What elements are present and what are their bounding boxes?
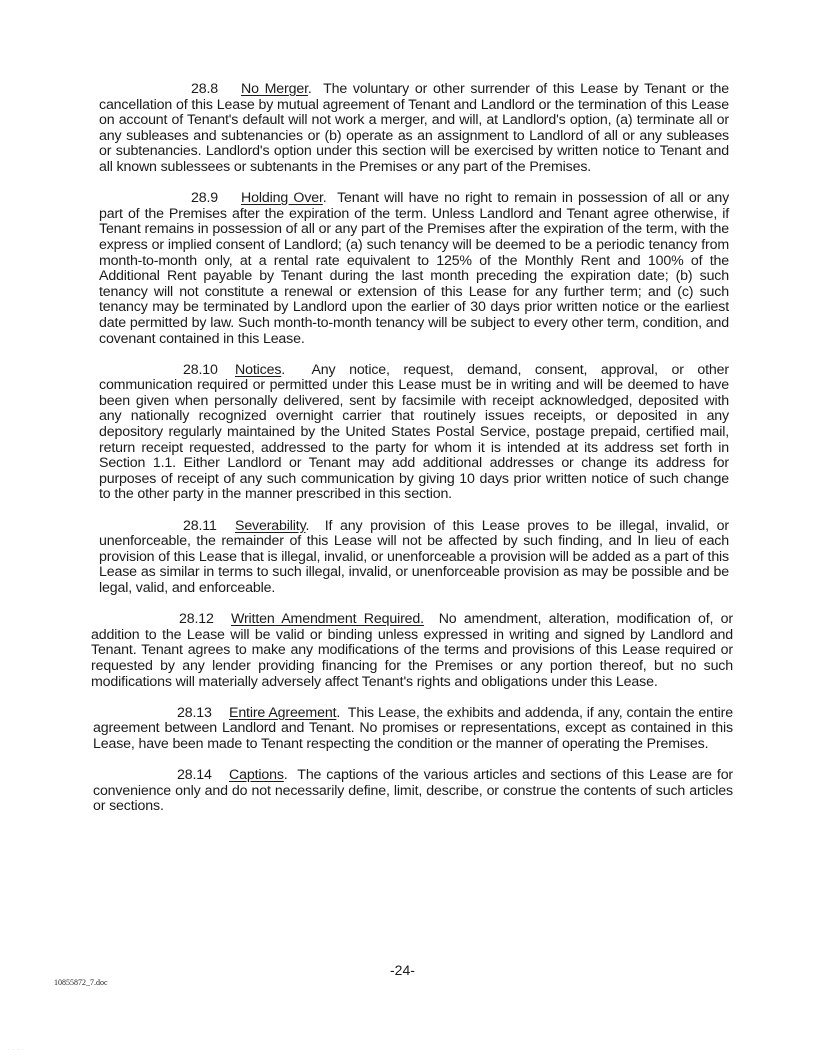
document-id: 10855872_7.doc [54, 978, 108, 987]
section-28-12 [91, 612, 733, 690]
section-28-10 [99, 363, 729, 503]
section-number: 28.8 [191, 81, 219, 97]
section-text: No amendment, alteration, modification of, or addition to the Lease will be valid or binding unless expressed in writing and signed by Landlord and Tenant. Tenant agrees to make any modifications of the terms and provisions of this Lease required or requested by any lender providing financing for the Premises or any portion thereof, but no such modifications will materially adversely affect Tenant's rights and obligations under this Lease. [91, 611, 733, 690]
section-caption: No Merger [241, 81, 308, 97]
section-caption: Holding Over [241, 190, 323, 207]
caption-punctuation: . [283, 767, 288, 784]
caption-punctuation: . [305, 517, 310, 534]
scan-artifact: .... [8, 1046, 27, 1052]
section-text: The captions of the various articles and sections of this Lease are for convenience only and do not necessarily define, limit, describe, or construe the contents of such articles or sections. [93, 767, 734, 815]
section-text: This Lease, the exhibits and addenda, if any, contain the entire agreement between Landlord and Tenant. No promises or representations, except as contained in this Lease, have been made to Tenant respecting the condition or the manner of operating the Premises. [93, 704, 733, 752]
section-text: Any notice, request, demand, consent, approval, or other communication required or permitted under this Lease must be in writing and will be deemed to have been given when personally delivered, sent by facsimile with receipt acknowledged, deposited with any nationally recognized overnight carrier that routinely issues receipts, or deposited in any depository regularly maintained by the United States Postal Service, postage prepaid, certified mail, return receipt requested, addressed to the party for whom it is intended at its address set forth in Section 1.1. Either Landlord or Tenant may add additional addresses or change its address for purposes of receipt of any such communication by giving 10 days prior written notice of such change to the other party in the manner prescribed in this section. [99, 361, 729, 503]
section-number: 28.11 [183, 517, 217, 534]
section-28-13 [93, 706, 733, 753]
section-number: 28.10 [183, 361, 218, 378]
page-number: -24- [390, 962, 415, 978]
caption-punctuation: . [281, 361, 286, 378]
section-28-8 [99, 82, 729, 176]
section-caption: Written Amendment Required. [231, 611, 424, 628]
section-text: If any provision of this Lease proves to be illegal, invalid, or unenforceable, the remainder of this Lease will not be affected by such finding, and In lieu of each provision of this Lease that is illegal, invalid, or unenforceable a provision will be added as a part of this Lease as similar in terms to such illegal, invalid, or unenforceable provision as may be possible and be legal, valid, and enforceable. [99, 517, 729, 596]
document-body [91, 81, 734, 831]
section-28-11 [99, 519, 729, 597]
caption-punctuation: . [322, 190, 327, 207]
section-28-14 [93, 768, 733, 815]
section-caption: Notices [235, 361, 282, 378]
section-text: Tenant will have no right to remain in possession of all or any part of the Premises after the expiration of the term. Unless Landlord and Tenant agree otherwise, if Tenant remains in possession of all or any part of the Premises after the expiration of the term, with the express or implied consent of Landlord; (a) such tenancy will be deemed to be a periodic tenancy from month-to-month only, at a rental rate equivalent to 125% of the Monthly Rent and 100% of the Additional Rent payable by Tenant during the last month preceding the expiration date; (b) such tenancy will not constitute a renewal or extension of this Lease for any further term; and (c) such tenancy may be terminated by Landlord upon the earlier of 30 days prior written notice or the earliest date permitted by law. Such month-to-month tenancy will be subject to every other term, condition, and covenant contained in this Lease. [99, 190, 730, 347]
section-number: 28.14 [177, 767, 212, 784]
section-number: 28.13 [177, 704, 212, 721]
caption-punctuation: . [307, 81, 312, 97]
section-caption: Captions [229, 767, 284, 784]
section-caption: Severability [235, 517, 306, 534]
section-number: 28.9 [191, 190, 219, 207]
section-28-9 [99, 191, 729, 347]
section-number: 28.12 [179, 611, 214, 628]
section-text: The voluntary or other surrender of this Lease by Tenant or the cancellation of this Lease by mutual agreement of Tenant and Landlord or the termination of this Lease on account of Tenant's default will not work a merger, and will, at Landlord's option, (a) terminate all or any subleases and subtenancies or (b) operate as an assignment to Landlord of all or any subleases or subtenancies. Landlord's option under this section will be exercised by written notice to Tenant and all known sublessees or subtenants in the Premises or any part of the Premises. [99, 81, 730, 175]
caption-punctuation: . [336, 704, 341, 721]
section-caption: Entire Agreement [229, 704, 337, 721]
